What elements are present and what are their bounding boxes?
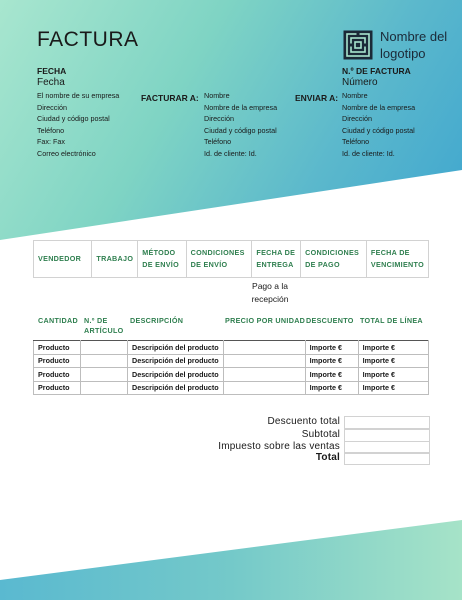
- sales-tax-label: Impuesto sobre las ventas: [218, 441, 340, 452]
- date-label: FECHA: [37, 66, 67, 76]
- item-number: [81, 341, 128, 355]
- header-payment-terms: CONDICIONES DE PAGO: [301, 241, 367, 278]
- total-label: Total: [315, 452, 340, 463]
- header-quantity: CANTIDAD: [38, 316, 78, 325]
- subtotal-label: Subtotal: [301, 429, 340, 440]
- bill-to-info: [204, 90, 277, 159]
- item-line-total: Importe €: [358, 368, 428, 382]
- header-due-date: FECHA DE VENCIMIENTO: [366, 241, 428, 278]
- header-line-total: TOTAL DE LÍNEA: [360, 316, 423, 325]
- items-table: [33, 340, 429, 395]
- item-number: [81, 354, 128, 368]
- table-row: [34, 381, 429, 395]
- company-email: Correo electrónico: [37, 148, 96, 158]
- header-discount: DESCUENTO: [306, 316, 354, 325]
- date-value: Fecha: [37, 77, 65, 88]
- shipping-header-row: [34, 241, 429, 278]
- shipping-table: [33, 240, 429, 278]
- item-unit-price: [223, 368, 305, 382]
- item-unit-price: [223, 354, 305, 368]
- company-address: Dirección: [37, 102, 67, 112]
- payment-terms-value: Pago a la recepción: [251, 281, 289, 304]
- bill-to-city: Ciudad y código postal: [204, 125, 277, 135]
- header-shipping-terms: CONDICIONES DE ENVÍO: [186, 241, 252, 278]
- table-row: [34, 354, 429, 368]
- total-field[interactable]: [344, 452, 430, 465]
- bill-to-address: Dirección: [204, 114, 234, 123]
- item-quantity: Producto: [34, 354, 81, 368]
- header-description: DESCRIPCIÓN: [130, 316, 184, 325]
- item-number: [81, 381, 128, 395]
- item-discount: Importe €: [305, 341, 358, 355]
- bill-to-label: FACTURAR A:: [141, 93, 199, 103]
- item-quantity: Producto: [34, 341, 81, 355]
- company-phone: Teléfono: [37, 125, 65, 135]
- ship-to-phone: Teléfono: [342, 137, 370, 146]
- company-name: El nombre de su empresa: [37, 91, 120, 100]
- invoice-number-value: Número: [342, 77, 378, 88]
- invoice-number-label: N.º DE FACTURA: [342, 66, 411, 76]
- header-unit-price: PRECIO POR UNIDAD: [225, 316, 306, 325]
- ship-to-info: [342, 90, 415, 159]
- ship-to-label: ENVIAR A:: [295, 93, 339, 103]
- ship-to-company: Nombre de la empresa: [342, 102, 416, 112]
- ship-to-address: Dirección: [342, 114, 372, 123]
- item-line-total: Importe €: [358, 381, 428, 395]
- item-line-total: Importe €: [358, 341, 428, 355]
- item-description: Descripción del producto: [128, 381, 224, 395]
- item-line-total: Importe €: [358, 354, 428, 368]
- bill-to-name: Nombre: [204, 91, 230, 100]
- bill-to-phone: Teléfono: [204, 137, 232, 146]
- company-info: [37, 90, 119, 159]
- logo-name: Nombre del logotipo: [380, 29, 448, 61]
- item-unit-price: [223, 381, 305, 395]
- bill-to-customer-id: Id. de cliente: Id.: [204, 148, 257, 158]
- total-discount-label: Descuento total: [267, 416, 340, 427]
- item-discount: Importe €: [305, 381, 358, 395]
- header-item-number: N.º DE ARTÍCULO: [84, 316, 124, 335]
- table-row: [34, 368, 429, 382]
- item-unit-price: [223, 341, 305, 355]
- ship-to-name: Nombre: [342, 91, 368, 100]
- item-discount: Importe €: [305, 354, 358, 368]
- item-quantity: Producto: [34, 368, 81, 382]
- table-row: [34, 341, 429, 355]
- company-city: Ciudad y código postal: [37, 114, 110, 123]
- item-description: Descripción del producto: [128, 354, 224, 368]
- header-delivery-date: FECHA DE ENTREGA: [252, 241, 301, 278]
- company-fax: Fax: Fax: [37, 137, 65, 146]
- header-job: TRABAJO: [92, 241, 138, 278]
- ship-to-city: Ciudad y código postal: [342, 125, 415, 135]
- item-discount: Importe €: [305, 368, 358, 382]
- header-shipping-method: MÉTODO DE ENVÍO: [138, 241, 186, 278]
- total-discount-field[interactable]: [344, 416, 430, 429]
- item-description: Descripción del producto: [128, 368, 224, 382]
- footer-gradient-band: [0, 520, 462, 600]
- item-description: Descripción del producto: [128, 341, 224, 355]
- item-quantity: Producto: [34, 381, 81, 395]
- item-number: [81, 368, 128, 382]
- invoice-title: FACTURA: [37, 28, 139, 51]
- ship-to-customer-id: Id. de cliente: Id.: [342, 148, 395, 158]
- maze-square-icon: [343, 30, 373, 60]
- bill-to-company: Nombre de la empresa: [204, 102, 278, 112]
- header-vendor: VENDEDOR: [34, 241, 92, 278]
